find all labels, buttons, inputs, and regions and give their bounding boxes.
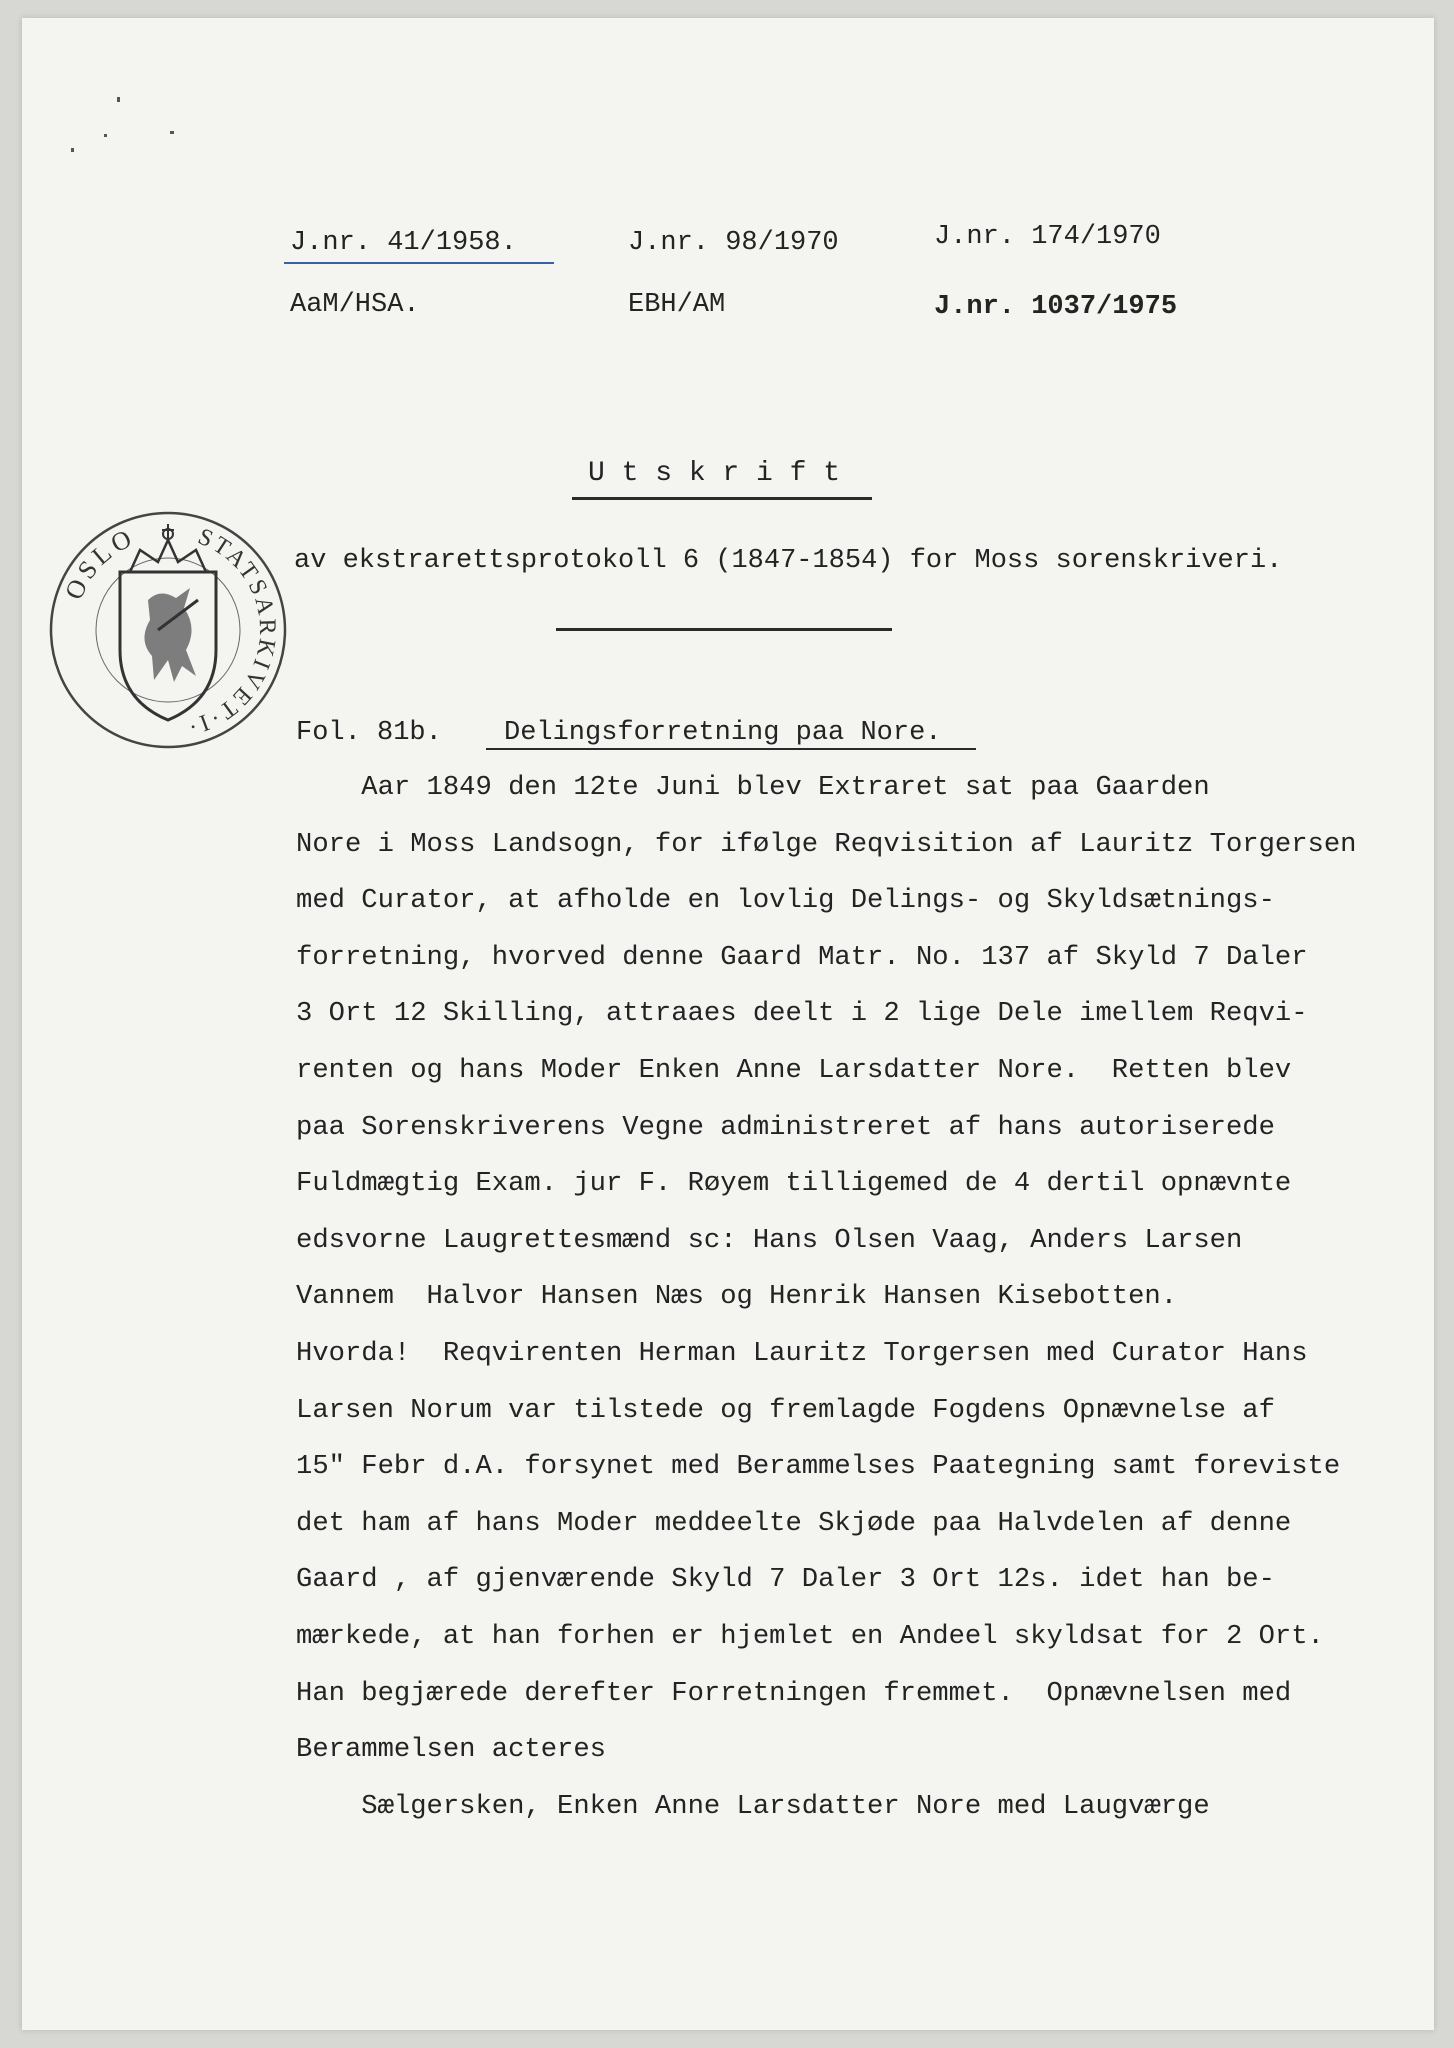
ref-initials-1: AaM/HSA. [290, 290, 420, 320]
body-line: edsvorne Laugrettesmænd sc: Hans Olsen Vaag, Anders Larsen [296, 1225, 1243, 1256]
body-line: 3 Ort 12 Skilling, attraaes deelt i 2 lige Dele imellem Reqvi- [296, 998, 1308, 1029]
body-line: Vannem Halvor Hansen Næs og Henrik Hansen Kisebotten. [296, 1281, 1178, 1312]
body-line: Gaard , af gjenværende Skyld 7 Daler 3 Ort 12s. idet han be- [296, 1564, 1275, 1595]
scan-speck [71, 148, 74, 152]
subtitle-rule [556, 628, 892, 631]
seal-text-left: OSLO [58, 522, 140, 604]
body-line: mærkede, at han forhen er hjemlet en Andeel skyldsat for 2 Ort. [296, 1621, 1324, 1652]
folio-heading-underline [486, 748, 976, 750]
ref-number-4: J.nr. 1037/1975 [934, 292, 1178, 322]
body-line: Fuldmægtig Exam. jur F. Røyem tilligemed de 4 dertil opnævnte [296, 1168, 1292, 1199]
body-line: paa Sorenskriverens Vegne administreret af hans autoriserede [296, 1112, 1275, 1143]
document-subtitle: av ekstrarettsprotokoll 6 (1847-1854) for Moss sorenskriveri. [294, 546, 1283, 576]
scan-speck [104, 134, 107, 137]
body-line: Han begjærede derefter Forretningen fremmet. Opnævnelsen med [296, 1678, 1292, 1709]
ref-initials-2: EBH/AM [628, 290, 726, 320]
scan-speck [117, 97, 120, 102]
coat-of-arms-icon [120, 524, 216, 720]
seal-text-right: STATSARKIVET·I· [183, 523, 281, 741]
body-line: Nore i Moss Landsogn, for ifølge Reqvisition af Lauritz Torgersen [296, 829, 1357, 860]
title-underline [572, 497, 872, 500]
body-line: Berammelsen acteres [296, 1734, 606, 1765]
ref-number-3: J.nr. 174/1970 [934, 222, 1161, 252]
scan-speck [170, 131, 174, 134]
body-line: Hvorda! Reqvirenten Herman Lauritz Torgersen med Curator Hans [296, 1338, 1308, 1369]
archive-seal [48, 510, 288, 750]
body-line: det ham af hans Moder meddeelte Skjøde paa Halvdelen af denne [296, 1508, 1292, 1539]
body-line: Larsen Norum var tilstede og fremlagde Fogdens Opnævnelse af [296, 1395, 1275, 1426]
folio-heading: Delingsforretning paa Nore. [504, 718, 942, 748]
document-title: U t s k r i f t [588, 458, 841, 489]
ref-underline [284, 262, 554, 264]
body-line: 15" Febr d.A. forsynet med Berammelses Paategning samt foreviste [296, 1451, 1341, 1482]
body-line: Aar 1849 den 12te Juni blev Extraret sat paa Gaarden [296, 772, 1210, 803]
ref-number-2: J.nr. 98/1970 [628, 228, 839, 258]
body-line: renten og hans Moder Enken Anne Larsdatter Nore. Retten blev [296, 1055, 1292, 1086]
body-line: Sælgersken, Enken Anne Larsdatter Nore med Laugværge [296, 1791, 1210, 1822]
body-line: med Curator, at afholde en lovlig Delings- og Skyldsætnings- [296, 885, 1275, 916]
ref-number-1: J.nr. 41/1958. [290, 228, 517, 258]
folio-label: Fol. 81b. [296, 718, 442, 748]
body-line: forretning, hvorved denne Gaard Matr. No. 137 af Skyld 7 Daler [296, 942, 1308, 973]
